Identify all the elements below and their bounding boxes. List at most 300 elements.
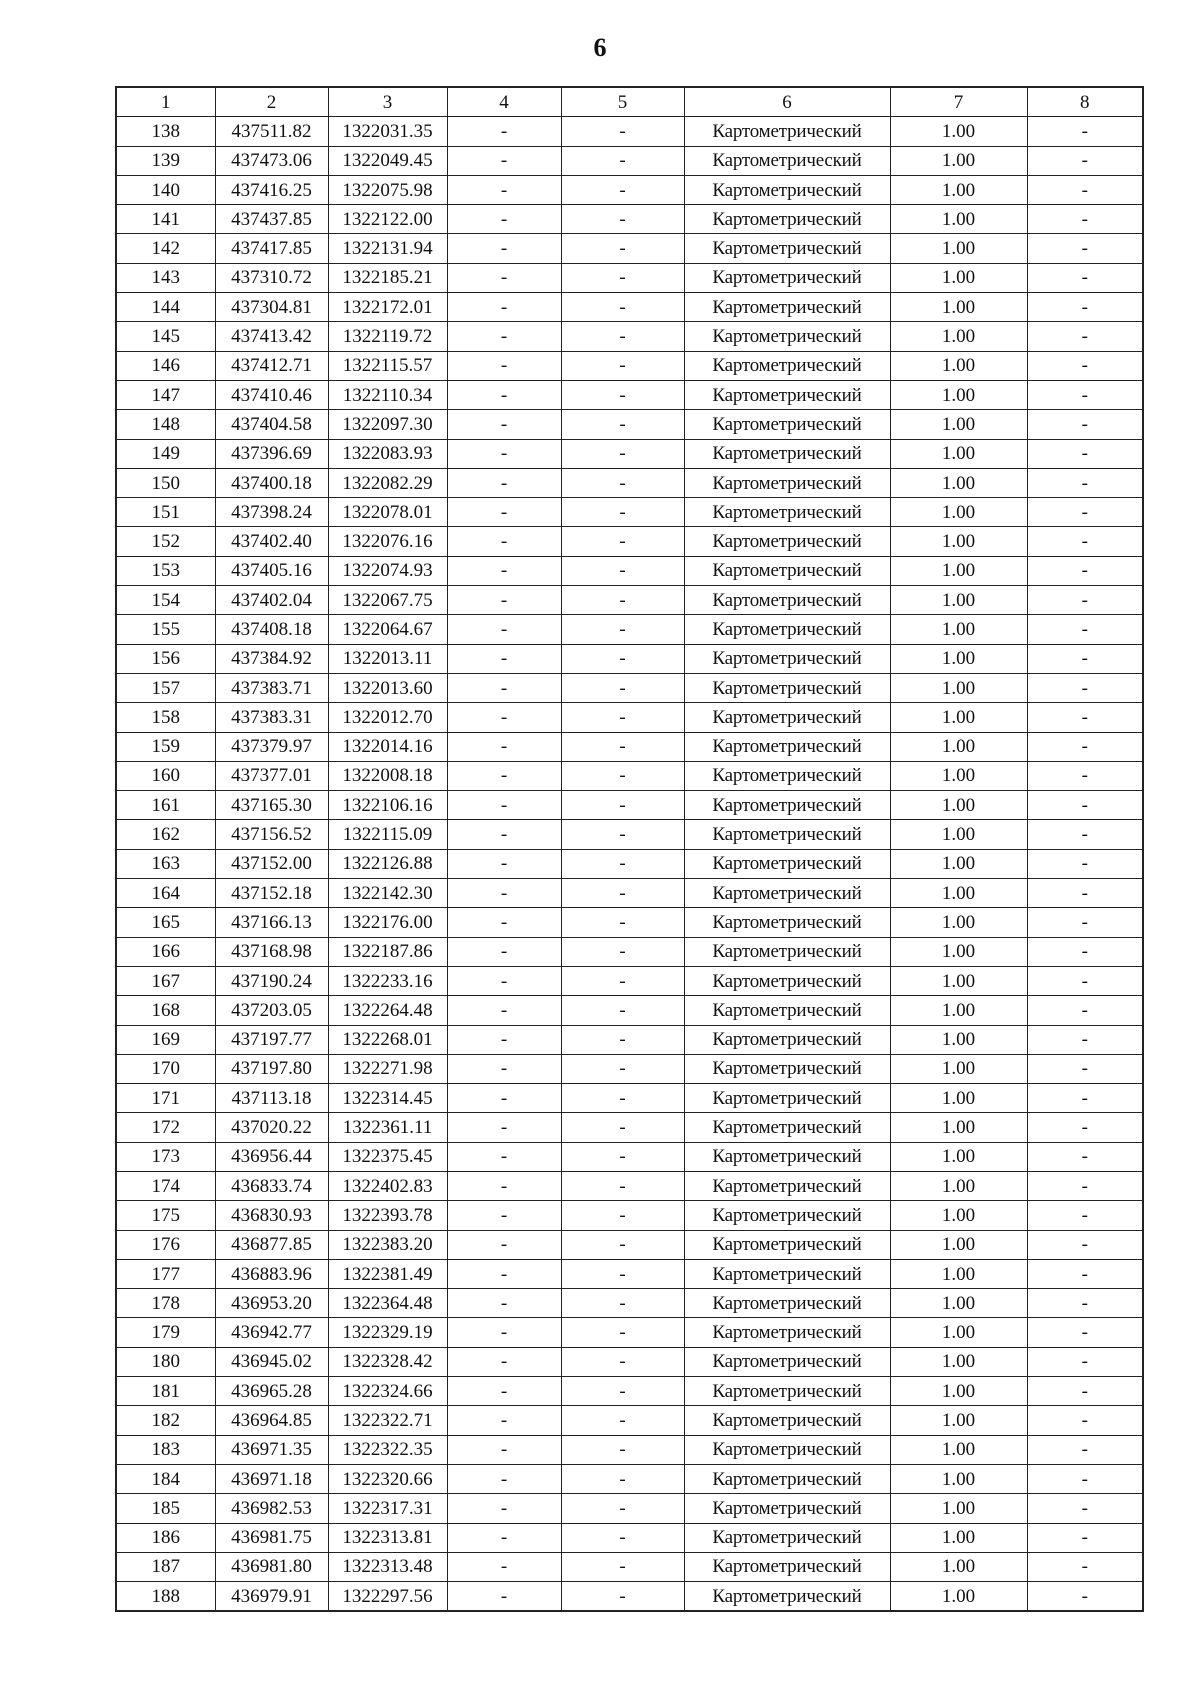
x-coordinate-cell: 436971.35 [215,1435,328,1464]
column-5-cell: - [561,673,684,702]
accuracy-cell: 1.00 [890,1113,1027,1142]
y-coordinate-cell: 1322176.00 [328,908,447,937]
x-coordinate-cell: 436981.80 [215,1552,328,1581]
point-number-cell: 186 [116,1523,215,1552]
y-coordinate-cell: 1322131.94 [328,234,447,263]
column-8-cell: - [1027,175,1143,204]
x-coordinate-cell: 437404.58 [215,410,328,439]
table-row [116,439,1143,468]
method-cell: Картометрический [684,1435,890,1464]
y-coordinate-cell: 1322328.42 [328,1347,447,1376]
table-row [116,1025,1143,1054]
column-4-cell: - [447,1347,561,1376]
y-coordinate-cell: 1322383.20 [328,1230,447,1259]
x-coordinate-cell: 437408.18 [215,615,328,644]
column-4-cell: - [447,322,561,351]
column-8-cell: - [1027,1142,1143,1171]
column-5-cell: - [561,908,684,937]
accuracy-cell: 1.00 [890,1552,1027,1581]
method-cell: Картометрический [684,322,890,351]
column-4-cell: - [447,937,561,966]
table-row [116,1494,1143,1523]
column-5-cell: - [561,791,684,820]
column-4-cell: - [447,1435,561,1464]
column-5-cell: - [561,351,684,380]
y-coordinate-cell: 1322097.30 [328,410,447,439]
column-4-cell: - [447,234,561,263]
column-8-cell: - [1027,586,1143,615]
point-number-cell: 139 [116,146,215,175]
column-8-cell: - [1027,1406,1143,1435]
x-coordinate-cell: 437383.71 [215,673,328,702]
column-5-cell: - [561,615,684,644]
y-coordinate-cell: 1322297.56 [328,1582,447,1612]
method-cell: Картометрический [684,1025,890,1054]
method-cell: Картометрический [684,1054,890,1083]
accuracy-cell: 1.00 [890,966,1027,995]
column-5-cell: - [561,644,684,673]
column-5-cell: - [561,263,684,292]
y-coordinate-cell: 1322393.78 [328,1201,447,1230]
point-number-cell: 158 [116,703,215,732]
table-row [116,996,1143,1025]
accuracy-cell: 1.00 [890,439,1027,468]
accuracy-cell: 1.00 [890,410,1027,439]
point-number-cell: 175 [116,1201,215,1230]
column-8-cell: - [1027,117,1143,146]
column-5-cell: - [561,1113,684,1142]
method-cell: Картометрический [684,1582,890,1612]
point-number-cell: 151 [116,498,215,527]
column-5-cell: - [561,234,684,263]
table-row [116,380,1143,409]
column-5-cell: - [561,586,684,615]
table-row [116,205,1143,234]
column-8-cell: - [1027,1025,1143,1054]
table-row [116,1582,1143,1612]
table-row [116,703,1143,732]
column-8-cell: - [1027,1084,1143,1113]
accuracy-cell: 1.00 [890,879,1027,908]
column-8-cell: - [1027,468,1143,497]
point-number-cell: 170 [116,1054,215,1083]
method-cell: Картометрический [684,234,890,263]
column-5-cell: - [561,293,684,322]
accuracy-cell: 1.00 [890,1259,1027,1288]
table-row [116,644,1143,673]
accuracy-cell: 1.00 [890,1289,1027,1318]
accuracy-cell: 1.00 [890,1142,1027,1171]
accuracy-cell: 1.00 [890,996,1027,1025]
x-coordinate-cell: 437310.72 [215,263,328,292]
y-coordinate-cell: 1322115.09 [328,820,447,849]
accuracy-cell: 1.00 [890,1494,1027,1523]
column-4-cell: - [447,1142,561,1171]
x-coordinate-cell: 437197.80 [215,1054,328,1083]
table-row [116,293,1143,322]
column-4-cell: - [447,1406,561,1435]
column-5-cell: - [561,1347,684,1376]
x-coordinate-cell: 436982.53 [215,1494,328,1523]
table-row [116,1259,1143,1288]
accuracy-cell: 1.00 [890,1582,1027,1612]
y-coordinate-cell: 1322031.35 [328,117,447,146]
column-8-cell: - [1027,1494,1143,1523]
column-5-cell: - [561,146,684,175]
column-header: 2 [215,87,328,117]
accuracy-cell: 1.00 [890,703,1027,732]
point-number-cell: 185 [116,1494,215,1523]
point-number-cell: 148 [116,410,215,439]
column-5-cell: - [561,1552,684,1581]
x-coordinate-cell: 437020.22 [215,1113,328,1142]
accuracy-cell: 1.00 [890,1464,1027,1493]
column-8-cell: - [1027,1171,1143,1200]
column-4-cell: - [447,293,561,322]
x-coordinate-cell: 437413.42 [215,322,328,351]
accuracy-cell: 1.00 [890,234,1027,263]
x-coordinate-cell: 437400.18 [215,468,328,497]
y-coordinate-cell: 1322067.75 [328,586,447,615]
table-row [116,175,1143,204]
accuracy-cell: 1.00 [890,820,1027,849]
column-8-cell: - [1027,996,1143,1025]
y-coordinate-cell: 1322078.01 [328,498,447,527]
x-coordinate-cell: 437166.13 [215,908,328,937]
table-row [116,673,1143,702]
method-cell: Картометрический [684,1464,890,1493]
y-coordinate-cell: 1322313.48 [328,1552,447,1581]
column-header: 1 [116,87,215,117]
method-cell: Картометрический [684,1318,890,1347]
method-cell: Картометрический [684,820,890,849]
table-row [116,527,1143,556]
column-4-cell: - [447,1552,561,1581]
column-4-cell: - [447,380,561,409]
point-number-cell: 163 [116,849,215,878]
x-coordinate-cell: 436883.96 [215,1259,328,1288]
column-8-cell: - [1027,791,1143,820]
y-coordinate-cell: 1322322.35 [328,1435,447,1464]
y-coordinate-cell: 1322329.19 [328,1318,447,1347]
column-8-cell: - [1027,1523,1143,1552]
column-4-cell: - [447,1084,561,1113]
point-number-cell: 143 [116,263,215,292]
accuracy-cell: 1.00 [890,1084,1027,1113]
column-5-cell: - [561,732,684,761]
point-number-cell: 171 [116,1084,215,1113]
table-row [116,263,1143,292]
column-5-cell: - [561,1084,684,1113]
column-8-cell: - [1027,556,1143,585]
x-coordinate-cell: 437190.24 [215,966,328,995]
column-8-cell: - [1027,820,1143,849]
y-coordinate-cell: 1322268.01 [328,1025,447,1054]
column-4-cell: - [447,1054,561,1083]
table-row [116,586,1143,615]
y-coordinate-cell: 1322014.16 [328,732,447,761]
column-header: 8 [1027,87,1143,117]
column-4-cell: - [447,820,561,849]
column-4-cell: - [447,175,561,204]
column-8-cell: - [1027,1582,1143,1612]
method-cell: Картометрический [684,556,890,585]
x-coordinate-cell: 436979.91 [215,1582,328,1612]
accuracy-cell: 1.00 [890,322,1027,351]
column-4-cell: - [447,673,561,702]
point-number-cell: 177 [116,1259,215,1288]
point-number-cell: 176 [116,1230,215,1259]
column-8-cell: - [1027,1230,1143,1259]
table-row [116,1113,1143,1142]
column-4-cell: - [447,1494,561,1523]
point-number-cell: 157 [116,673,215,702]
column-5-cell: - [561,1523,684,1552]
method-cell: Картометрический [684,410,890,439]
method-cell: Картометрический [684,1084,890,1113]
table-row [116,908,1143,937]
x-coordinate-cell: 436956.44 [215,1142,328,1171]
y-coordinate-cell: 1322313.81 [328,1523,447,1552]
accuracy-cell: 1.00 [890,937,1027,966]
table-row [116,1201,1143,1230]
column-header: 5 [561,87,684,117]
point-number-cell: 166 [116,937,215,966]
accuracy-cell: 1.00 [890,673,1027,702]
table-row [116,410,1143,439]
accuracy-cell: 1.00 [890,146,1027,175]
column-5-cell: - [561,527,684,556]
column-5-cell: - [561,1464,684,1493]
column-8-cell: - [1027,615,1143,644]
y-coordinate-cell: 1322110.34 [328,380,447,409]
point-number-cell: 159 [116,732,215,761]
x-coordinate-cell: 437379.97 [215,732,328,761]
column-5-cell: - [561,1054,684,1083]
table-row [116,146,1143,175]
point-number-cell: 141 [116,205,215,234]
y-coordinate-cell: 1322119.72 [328,322,447,351]
y-coordinate-cell: 1322076.16 [328,527,447,556]
y-coordinate-cell: 1322013.60 [328,673,447,702]
column-8-cell: - [1027,732,1143,761]
table-row [116,1142,1143,1171]
point-number-cell: 167 [116,966,215,995]
column-8-cell: - [1027,380,1143,409]
method-cell: Картометрический [684,1377,890,1406]
method-cell: Картометрический [684,117,890,146]
method-cell: Картометрический [684,380,890,409]
method-cell: Картометрический [684,1201,890,1230]
point-number-cell: 162 [116,820,215,849]
x-coordinate-cell: 436833.74 [215,1171,328,1200]
column-5-cell: - [561,996,684,1025]
x-coordinate-cell: 437511.82 [215,117,328,146]
table-row [116,937,1143,966]
accuracy-cell: 1.00 [890,586,1027,615]
x-coordinate-cell: 437113.18 [215,1084,328,1113]
method-cell: Картометрический [684,175,890,204]
accuracy-cell: 1.00 [890,849,1027,878]
column-4-cell: - [447,1289,561,1318]
x-coordinate-cell: 437304.81 [215,293,328,322]
column-5-cell: - [561,820,684,849]
column-5-cell: - [561,1318,684,1347]
x-coordinate-cell: 436964.85 [215,1406,328,1435]
x-coordinate-cell: 437383.31 [215,703,328,732]
table-row [116,791,1143,820]
column-5-cell: - [561,322,684,351]
point-number-cell: 155 [116,615,215,644]
y-coordinate-cell: 1322115.57 [328,351,447,380]
y-coordinate-cell: 1322185.21 [328,263,447,292]
y-coordinate-cell: 1322375.45 [328,1142,447,1171]
column-5-cell: - [561,1171,684,1200]
y-coordinate-cell: 1322049.45 [328,146,447,175]
table-header-row [116,87,1143,117]
table-row [116,820,1143,849]
table-row [116,1464,1143,1493]
column-5-cell: - [561,205,684,234]
method-cell: Картометрический [684,351,890,380]
accuracy-cell: 1.00 [890,380,1027,409]
method-cell: Картометрический [684,615,890,644]
column-5-cell: - [561,556,684,585]
column-8-cell: - [1027,1464,1143,1493]
method-cell: Картометрический [684,1259,890,1288]
y-coordinate-cell: 1322074.93 [328,556,447,585]
method-cell: Картометрический [684,966,890,995]
method-cell: Картометрический [684,1230,890,1259]
y-coordinate-cell: 1322187.86 [328,937,447,966]
y-coordinate-cell: 1322142.30 [328,879,447,908]
point-number-cell: 138 [116,117,215,146]
accuracy-cell: 1.00 [890,1318,1027,1347]
accuracy-cell: 1.00 [890,791,1027,820]
column-8-cell: - [1027,351,1143,380]
column-5-cell: - [561,468,684,497]
column-4-cell: - [447,586,561,615]
table-row [116,1318,1143,1347]
point-number-cell: 187 [116,1552,215,1581]
method-cell: Картометрический [684,205,890,234]
method-cell: Картометрический [684,1171,890,1200]
column-5-cell: - [561,1025,684,1054]
column-5-cell: - [561,1230,684,1259]
y-coordinate-cell: 1322402.83 [328,1171,447,1200]
column-4-cell: - [447,117,561,146]
column-4-cell: - [447,732,561,761]
method-cell: Картометрический [684,146,890,175]
point-number-cell: 144 [116,293,215,322]
point-number-cell: 140 [116,175,215,204]
column-5-cell: - [561,1259,684,1288]
accuracy-cell: 1.00 [890,615,1027,644]
accuracy-cell: 1.00 [890,1025,1027,1054]
column-4-cell: - [447,1523,561,1552]
column-5-cell: - [561,380,684,409]
page-number: 6 [593,33,607,62]
point-number-cell: 168 [116,996,215,1025]
accuracy-cell: 1.00 [890,761,1027,790]
column-4-cell: - [447,410,561,439]
point-number-cell: 164 [116,879,215,908]
column-5-cell: - [561,175,684,204]
column-4-cell: - [447,1259,561,1288]
column-5-cell: - [561,1582,684,1612]
column-5-cell: - [561,1435,684,1464]
accuracy-cell: 1.00 [890,527,1027,556]
accuracy-cell: 1.00 [890,1054,1027,1083]
column-8-cell: - [1027,644,1143,673]
point-number-cell: 172 [116,1113,215,1142]
method-cell: Картометрический [684,703,890,732]
column-8-cell: - [1027,937,1143,966]
column-4-cell: - [447,1113,561,1142]
y-coordinate-cell: 1322064.67 [328,615,447,644]
column-4-cell: - [447,615,561,644]
column-5-cell: - [561,966,684,995]
method-cell: Картометрический [684,1347,890,1376]
x-coordinate-cell: 436981.75 [215,1523,328,1552]
y-coordinate-cell: 1322264.48 [328,996,447,1025]
point-number-cell: 165 [116,908,215,937]
point-number-cell: 181 [116,1377,215,1406]
point-number-cell: 147 [116,380,215,409]
accuracy-cell: 1.00 [890,1230,1027,1259]
table-row [116,1289,1143,1318]
method-cell: Картометрический [684,673,890,702]
x-coordinate-cell: 437168.98 [215,937,328,966]
table-row [116,351,1143,380]
column-5-cell: - [561,439,684,468]
point-number-cell: 169 [116,1025,215,1054]
y-coordinate-cell: 1322172.01 [328,293,447,322]
column-8-cell: - [1027,527,1143,556]
column-8-cell: - [1027,1201,1143,1230]
column-8-cell: - [1027,1318,1143,1347]
x-coordinate-cell: 437473.06 [215,146,328,175]
column-4-cell: - [447,644,561,673]
point-number-cell: 150 [116,468,215,497]
column-8-cell: - [1027,498,1143,527]
y-coordinate-cell: 1322082.29 [328,468,447,497]
method-cell: Картометрический [684,937,890,966]
column-8-cell: - [1027,293,1143,322]
table-row [116,1230,1143,1259]
column-4-cell: - [447,351,561,380]
accuracy-cell: 1.00 [890,556,1027,585]
method-cell: Картометрический [684,498,890,527]
column-5-cell: - [561,849,684,878]
column-4-cell: - [447,849,561,878]
column-4-cell: - [447,1377,561,1406]
x-coordinate-cell: 436830.93 [215,1201,328,1230]
method-cell: Картометрический [684,263,890,292]
point-number-cell: 152 [116,527,215,556]
method-cell: Картометрический [684,908,890,937]
column-5-cell: - [561,410,684,439]
accuracy-cell: 1.00 [890,1435,1027,1464]
point-number-cell: 145 [116,322,215,351]
table-row [116,1523,1143,1552]
point-number-cell: 154 [116,586,215,615]
accuracy-cell: 1.00 [890,1171,1027,1200]
y-coordinate-cell: 1322013.11 [328,644,447,673]
column-5-cell: - [561,1494,684,1523]
x-coordinate-cell: 437152.18 [215,879,328,908]
column-4-cell: - [447,908,561,937]
